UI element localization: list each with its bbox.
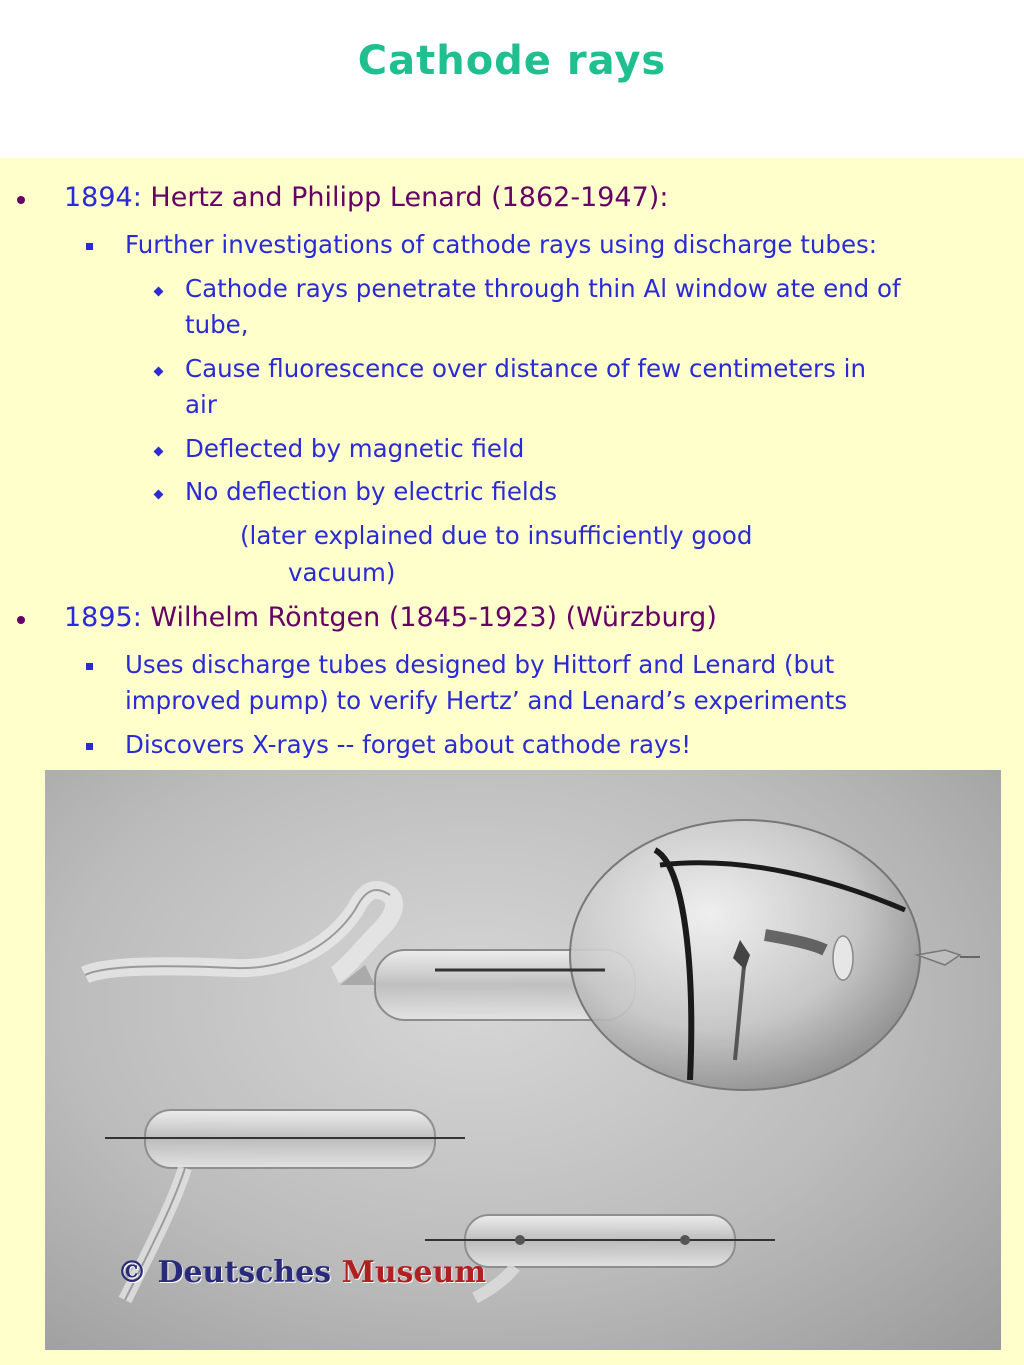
item-people: Wilhelm Röntgen (1845-1923) (Würzburg)	[150, 602, 717, 633]
note-text: (later explained due to insufficiently good	[240, 521, 753, 550]
point-text: No deflection by electric fields	[185, 477, 558, 506]
item-people: Hertz and Philipp Lenard (1862-1947):	[150, 182, 669, 213]
bullet-diamond	[154, 490, 164, 500]
item-heading-1894	[64, 182, 668, 213]
bullet-diamond	[154, 367, 164, 377]
slide-title: Cathode rays	[357, 38, 667, 84]
point-text: Cause fluorescence over distance of few centimeters in	[185, 354, 867, 383]
sub-item-text: Further investigations of cathode rays using discharge tubes:	[125, 230, 878, 259]
point-text: Deflected by magnetic field	[185, 434, 525, 463]
photo-watermark	[117, 1255, 486, 1290]
point-text: Cathode rays penetrate through thin Al window ate end of	[185, 274, 901, 303]
item-year: 1894:	[64, 182, 142, 213]
bullet-square	[86, 663, 93, 670]
sub-item-text: Uses discharge tubes designed by Hittorf and Lenard (but	[125, 650, 835, 679]
sub-item-text-continued: improved pump) to verify Hertz’ and Lenard’s experiments	[125, 686, 848, 715]
point-text-continued: tube,	[185, 310, 249, 339]
sub-item-text: Discovers X-rays -- forget about cathode rays!	[125, 730, 692, 759]
item-year: 1895:	[64, 602, 142, 633]
bullet-square	[86, 743, 93, 750]
large-bulb-tube	[85, 820, 980, 1090]
bullet-diamond	[154, 447, 164, 457]
bullet-square	[86, 243, 93, 250]
watermark-museum: Museum	[341, 1255, 487, 1290]
bullet-dot	[17, 196, 25, 204]
item-heading-1895	[64, 602, 717, 633]
bullet-diamond	[154, 287, 164, 297]
bullet-dot	[17, 616, 25, 624]
point-text-continued: air	[185, 390, 217, 419]
watermark-prefix: © Deutsches	[117, 1255, 342, 1290]
note-text-continued: vacuum)	[288, 558, 396, 587]
discharge-tubes-photo	[45, 770, 1001, 1350]
